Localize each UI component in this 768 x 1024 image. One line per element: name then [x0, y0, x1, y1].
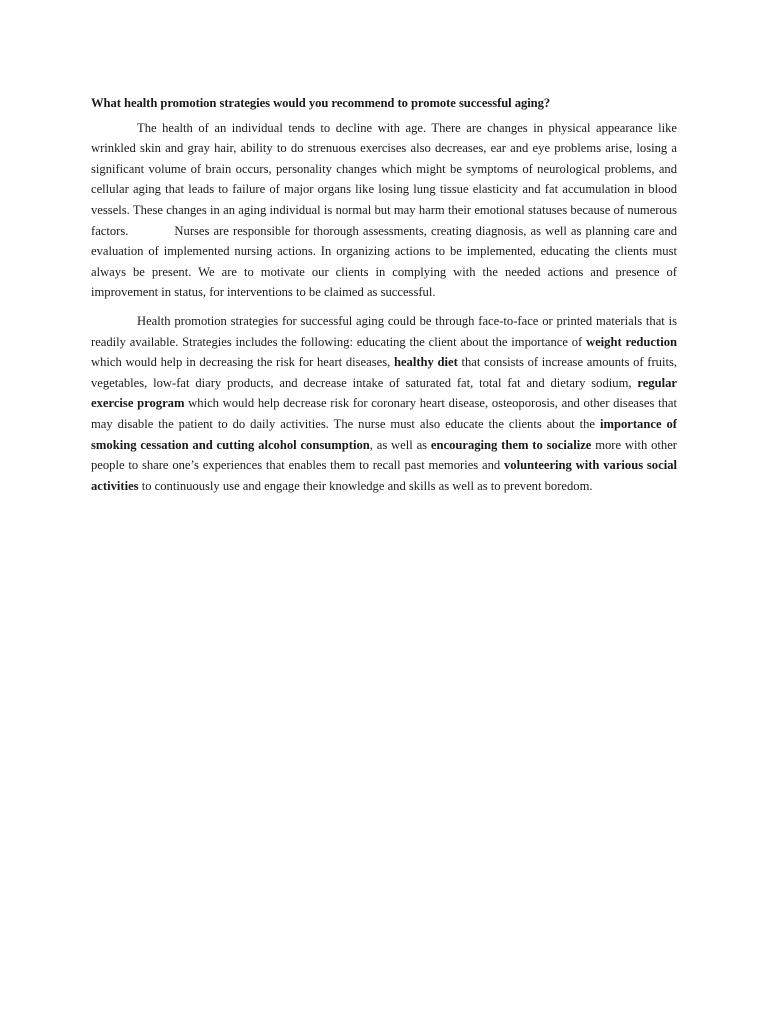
paragraph-2-text-3: that consists of increase amounts of fruits, vegetables, low-fat diary products, and decrease intake of saturated fat, total fat and dietary sodium, — [91, 355, 677, 390]
question-heading: What health promotion strategies would you recommend to promote successful aging? — [91, 96, 551, 110]
paragraph-2 — [91, 311, 677, 496]
paragraph-2-text-2: which would help in decreasing the risk for heart diseases, — [91, 355, 394, 370]
paragraph-2-text-4: which would help decrease risk for coronary heart disease, osteoporosis, and other diseases that may disable the patient to do daily activities. The nurse must also educate the clients about the — [91, 396, 677, 431]
paragraph-1-part-2: Nurses are responsible for thorough assessments, creating diagnosis, as well as planning care and evaluation of implemented nursing actions. In organizing actions to be implemented, educating the clients must always be present. We are to motivate our clients in complying with the needed actions and presence of improvement in status, for interventions to be claimed as successful. — [91, 223, 677, 300]
bold-weight-reduction: weight reduction — [586, 334, 678, 349]
paragraph-2-text-7: to continuously use and engage their knowledge and skills as well as to prevent boredom. — [138, 478, 593, 493]
bold-volunteering: volunteering with various social activities — [91, 458, 677, 493]
document-body — [91, 93, 677, 504]
bold-encouraging-socialize: encouraging them to socialize — [430, 437, 592, 452]
paragraph-2-text-5: , as well as — [369, 437, 431, 452]
bold-regular-exercise: regular exercise program — [91, 375, 677, 411]
bold-healthy-diet: healthy diet — [393, 355, 458, 370]
bold-smoking-cessation: importance of smoking cessation and cutting alcohol consumption — [91, 416, 677, 452]
paragraph-1 — [91, 118, 677, 303]
paragraph-1-part-1: The health of an individual tends to decline with age. There are changes in physical appearance like wrinkled skin and gray hair, ability to do strenuous exercises also decreases, ear and eye problems arise, losing a significant volume of brain occurs, personality changes which might be symptoms of neurological problems, and cellular aging that leads to failure of major organs like losing lung tissue elasticity and fat accumulation in blood vessels. These changes in an aging individual is normal but may harm their emotional statuses because of numerous factors. — [91, 120, 677, 238]
paragraph-2-text-6: more with other people to share one’s experiences that enables them to recall past memories and — [91, 437, 677, 473]
paragraph-2-text-1: Health promotion strategies for successful aging could be through face-to-face or printed materials that is readily available. Strategies includes the following: educating the client about the importance of — [91, 313, 677, 349]
